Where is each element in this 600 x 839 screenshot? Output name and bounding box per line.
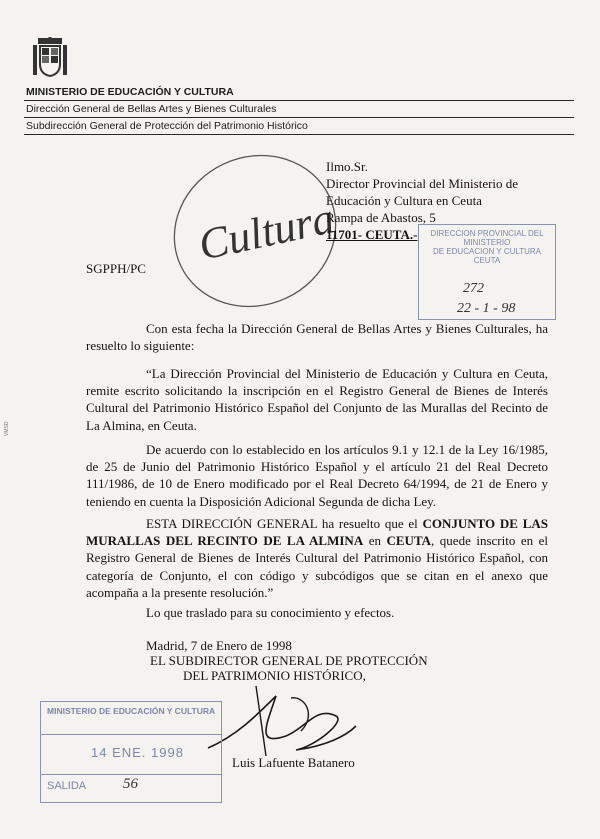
signer-name: Luis Lafuente Batanero [232,755,355,770]
stamp-date: 22 - 1 - 98 [457,301,516,316]
text-run: en [363,533,387,549]
side-code: VMSD [4,421,10,436]
header-rule [24,134,574,135]
paragraph: De acuerdo con lo establecido en los artículos 9.1 y 12.1 de la Ley 16/1985, de 25 de Junio del Patrimonio Histórico Español y el artículo 21 del Real Decreto 111/1986, de 10 de Enero modificado por el Real Decreto 64/1994, de 21 de Enero y teniendo en cuenta la Disposición Adicional Segunda de dicha Ley. [86,442,548,509]
header-rule [24,100,574,101]
address-line: Director Provincial del Ministerio de [326,176,519,191]
signer-title: DEL PATRIMONIO HISTÓRICO, [183,668,366,683]
stamp-line: DIRECCION PROVINCIAL DEL MINISTERIO [430,229,544,247]
address-line: Rampa de Abastos, 5 [326,210,436,225]
exit-stamp [40,701,222,803]
registry-stamp [418,224,556,320]
paragraph: Con esta fecha la Dirección General de Bellas Artes y Bienes Culturales, ha resuelto lo siguiente: [86,321,548,354]
stamp-line: MINISTERIO DE EDUCACIÓN Y CULTURA [47,706,216,716]
coat-of-arms-logo [30,36,70,80]
paragraph: Lo que traslado para su conocimiento y efectos. [146,605,395,620]
stamp-date: 14 ENE. 1998 [91,745,184,760]
paragraph [86,515,548,601]
address-line: Ilmo.Sr. [326,159,368,174]
stamp-number: 56 [123,776,138,792]
subdirectorate-name: Subdirección General de Protección del Patrimonio Histórico [26,120,308,132]
stamp-label: SALIDA [47,780,87,792]
signer-title: EL SUBDIRECTOR GENERAL DE PROTECCIÓN [150,653,428,668]
paragraph: “La Dirección Provincial del Ministerio de Educación y Cultura en Ceuta, remite escrito solicitando la inscripción en el Registro General de Bienes de Interés Cultural del Patrimonio Histórico Español del Conjunto de las Murallas del Recinto de La Almina, en Ceuta. [86,366,548,433]
address-postal: 11701- CEUTA.- [326,227,418,242]
stamp-number: 272 [463,281,484,296]
reference-code: SGPPH/PC [86,261,146,276]
address-line: Educación y Cultura en Ceuta [326,193,482,208]
handwritten-cultura: Cultura [194,193,339,270]
text-run: ESTA DIRECCIÓN GENERAL ha resuelto que el [146,516,423,531]
stamp-line: CEUTA [473,256,501,265]
place-date: Madrid, 7 de Enero de 1998 [146,638,292,653]
text-run-bold: CEUTA [386,533,432,549]
stamp-line: DE EDUCACION Y CULTURA [432,247,542,256]
text-run-bold: CONJUNTO DE LAS MURALLAS DEL RECINTO DE LA ALMINA [86,516,548,549]
directorate-name: Dirección General de Bellas Artes y Bienes Culturales [26,103,277,115]
ministry-name: MINISTERIO DE EDUCACIÓN Y CULTURA [26,86,234,98]
text-run: , quede inscrito en el Registro General de Bienes de Interés Cultural del Patrimonio Histórico Español, con categoría de Conjunto, el con código y subcódigos que se citan en el anexo que acompaña a la presente resolución.” [86,533,548,600]
header-rule [24,117,574,118]
